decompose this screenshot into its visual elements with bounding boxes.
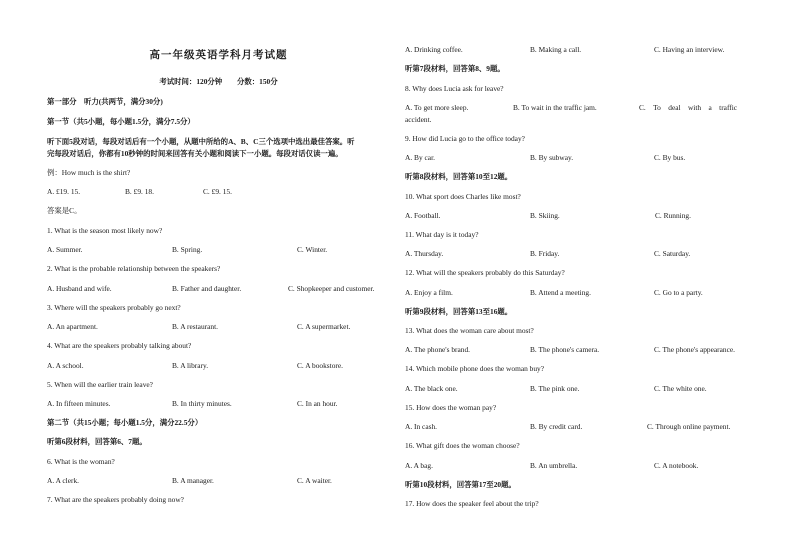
exam-title: 高一年级英语学科月考试题	[149, 50, 288, 61]
q8-option-b: B. To wait in the traffic jam.	[513, 103, 597, 112]
q5-option-b: B. In thirty minutes.	[172, 399, 232, 408]
q7-option-c: C. Having an interview.	[654, 45, 725, 54]
section2-heading: 第二节（共15小题；每小题1.5分，满分22.5分）	[47, 418, 203, 427]
question-9: 9. How did Lucia go to the office today?	[405, 134, 525, 143]
q4-option-a: A. A school.	[47, 361, 84, 370]
question-1: 1. What is the season most likely now?	[47, 226, 163, 235]
q15-option-b: B. By credit card.	[530, 422, 583, 431]
q15-option-c: C. Through online payment.	[647, 422, 731, 431]
question-2: 2. What is the probable relationship between the speakers?	[47, 264, 221, 273]
q15-option-a: A. In cash.	[405, 422, 438, 431]
q9-option-b: B. By subway.	[530, 153, 574, 162]
instructions-line2: 完每段对话后，你都有10秒钟的时间来回答有关小题和阅读下一小题。每段对话仅读一遍。	[47, 149, 343, 158]
q10-option-c: C. Running.	[655, 211, 691, 220]
q4-option-c: C. A bookstore.	[297, 361, 343, 370]
question-17: 17. How does the speaker feel about the trip?	[405, 499, 539, 508]
q6-option-b: B. A manager.	[172, 476, 214, 485]
q3-option-a: A. An apartment.	[47, 322, 98, 331]
example-question: 例：How much is the shirt?	[47, 168, 131, 177]
q14-option-a: A. The black one.	[405, 384, 458, 393]
question-7: 7. What are the speakers probably doing now?	[47, 495, 184, 504]
q1-option-c: C. Winter.	[297, 245, 328, 254]
q2-option-b: B. Father and daughter.	[172, 284, 242, 293]
question-14: 14. Which mobile phone does the woman buy?	[405, 364, 545, 373]
q10-option-a: A. Football.	[405, 211, 441, 220]
q3-option-c: C. A supermarket.	[297, 322, 351, 331]
question-3: 3. Where will the speakers probably go next?	[47, 303, 181, 312]
q6-option-a: A. A clerk.	[47, 476, 80, 485]
question-6: 6. What is the woman?	[47, 457, 115, 466]
q1-option-b: B. Spring.	[172, 245, 203, 254]
q3-option-b: B. A restaurant.	[172, 322, 218, 331]
material-10-heading: 听第10段材料，回答第17至20题。	[405, 480, 516, 489]
q7-option-b: B. Making a call.	[530, 45, 582, 54]
q13-option-c: C. The phone's appearance.	[654, 345, 736, 354]
question-8: 8. Why does Lucia ask for leave?	[405, 84, 504, 93]
question-5: 5. When will the earlier train leave?	[47, 380, 153, 389]
q14-option-b: B. The pink one.	[530, 384, 580, 393]
q2-option-c: C. Shopkeeper and customer.	[288, 284, 375, 293]
q4-option-b: B. A library.	[172, 361, 209, 370]
q12-option-b: B. Attend a meeting.	[530, 288, 591, 297]
q11-option-c: C. Saturday.	[654, 249, 691, 258]
q16-option-a: A. A bag.	[405, 461, 433, 470]
q11-option-b: B. Friday.	[530, 249, 560, 258]
question-13: 13. What does the woman care about most?	[405, 326, 534, 335]
q8-option-c: C. To deal with a traffic	[639, 103, 738, 112]
question-11: 11. What day is it today?	[405, 230, 479, 239]
question-12: 12. What will the speakers probably do this Saturday?	[405, 268, 565, 277]
example-option-b: B. £9. 18.	[125, 187, 154, 196]
question-10: 10. What sport does Charles like most?	[405, 192, 521, 201]
q1-option-a: A. Summer.	[47, 245, 83, 254]
q5-option-c: C. In an hour.	[297, 399, 338, 408]
q13-option-a: A. The phone's brand.	[405, 345, 471, 354]
material-9-heading: 听第9段材料，回答第13至16题。	[405, 307, 513, 316]
q9-option-a: A. By car.	[405, 153, 435, 162]
material-6-heading: 听第6段材料，回答第6、7题。	[47, 437, 147, 446]
part1-heading: 第一部分 听力(共两节，满分30分)	[47, 97, 163, 106]
example-answer: 答案是C。	[47, 206, 82, 215]
q12-option-c: C. Go to a party.	[654, 288, 703, 297]
section1-heading: 第一节（共5小题，每小题1.5分，满分7.5分）	[47, 117, 195, 126]
q7-option-a: A. Drinking coffee.	[405, 45, 463, 54]
example-option-c: C. £9. 15.	[203, 187, 232, 196]
q14-option-c: C. The white one.	[654, 384, 707, 393]
q16-option-b: B. An umbrella.	[530, 461, 578, 470]
material-8-heading: 听第8段材料，回答第10至12题。	[405, 172, 513, 181]
q2-option-a: A. Husband and wife.	[47, 284, 112, 293]
q16-option-c: C. A notebook.	[654, 461, 699, 470]
q11-option-a: A. Thursday.	[405, 249, 444, 258]
example-option-a: A. £19. 15.	[47, 187, 81, 196]
q13-option-b: B. The phone's camera.	[530, 345, 600, 354]
q6-option-c: C. A waiter.	[297, 476, 332, 485]
material-7-heading: 听第7段材料，回答第8、9题。	[405, 64, 505, 73]
q8-option-a: A. To get more sleep.	[405, 103, 469, 112]
question-15: 15. How does the woman pay?	[405, 403, 497, 412]
q5-option-a: A. In fifteen minutes.	[47, 399, 111, 408]
q12-option-a: A. Enjoy a film.	[405, 288, 453, 297]
exam-meta: 考试时间：120分钟 分数：150分	[159, 77, 278, 86]
question-16: 16. What gift does the woman choose?	[405, 441, 520, 450]
q10-option-b: B. Skiing.	[530, 211, 560, 220]
question-4: 4. What are the speakers probably talking about?	[47, 341, 192, 350]
q9-option-c: C. By bus.	[654, 153, 686, 162]
instructions-line1: 听下面5段对话，每段对话后有一个小题，从题中所给的A、B、C三个选项中选出最佳答案。听	[47, 137, 355, 146]
q8-option-c-continued: accident.	[405, 115, 432, 124]
